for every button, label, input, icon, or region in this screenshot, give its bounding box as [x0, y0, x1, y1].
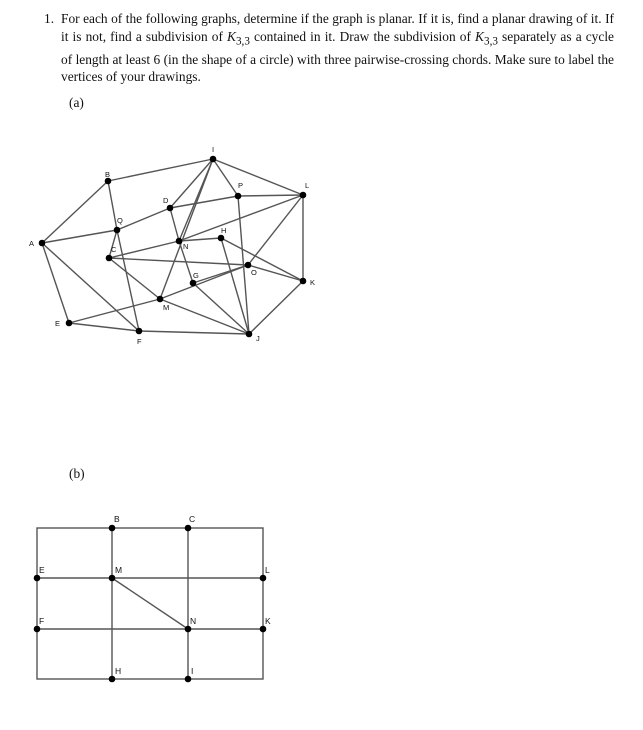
- label-a-vertex-k: K: [310, 278, 316, 287]
- label-a-vertex-a: A: [29, 239, 35, 248]
- label-b-vertex-e: E: [39, 565, 45, 575]
- label-b-vertex-b: B: [114, 514, 120, 524]
- vertex-d: [167, 205, 174, 212]
- edge-q-d: [117, 208, 170, 230]
- edge-g-j: [193, 283, 249, 334]
- vertex-b-h: [109, 676, 116, 683]
- label-a-vertex-n: N: [183, 242, 189, 251]
- label-b-vertex-n: N: [190, 616, 197, 626]
- edge-d-n: [170, 208, 179, 241]
- edge-d-p: [170, 196, 238, 208]
- edge-q-f: [117, 230, 139, 331]
- label-a-vertex-o: O: [251, 268, 257, 277]
- label-b-vertex-l: L: [265, 565, 270, 575]
- vertex-g: [190, 280, 197, 287]
- part-b-label: (b): [69, 466, 85, 481]
- vertex-a: [39, 240, 46, 247]
- vertex-b-b: [109, 525, 116, 532]
- edge-i-n: [179, 159, 213, 241]
- label-a-vertex-h: H: [221, 226, 227, 235]
- vertex-b-m: [109, 575, 116, 582]
- edge-k-j: [249, 281, 303, 334]
- vertex-e: [66, 320, 73, 327]
- graph-b-labels: [39, 514, 271, 676]
- vertex-n: [176, 238, 183, 245]
- vertex-k: [300, 278, 307, 285]
- label-a-vertex-g: G: [193, 271, 199, 280]
- label-a-vertex-p: P: [238, 181, 244, 190]
- vertex-c: [106, 255, 113, 262]
- edge-j-f: [139, 331, 249, 334]
- graph-a-vertices: [39, 156, 310, 338]
- graph-a-labels: [29, 145, 315, 346]
- label-a-vertex-j: J: [256, 334, 260, 343]
- label-b-vertex-h: H: [115, 666, 122, 676]
- problem-text: For each of the following graphs, determine if the graph is planar. If it is, find a planar drawing of it. If it is not, find a subdivision of $K_{3,3}$ contained in it. Draw the subdivision of $K_{3,3}$ separately as a cycle of length at least 6 (in the shape of a circle) with three pairwise-crossing chords. Make sure to label the vertices of your drawings.: [61, 11, 614, 85]
- label-a-vertex-l: L: [305, 181, 310, 190]
- edge-b-q: [108, 181, 117, 230]
- vertex-b-k: [260, 626, 267, 633]
- label-b-vertex-m: M: [115, 565, 123, 575]
- vertex-b-c: [185, 525, 192, 532]
- vertex-b-f: [34, 626, 41, 633]
- vertex-p: [235, 193, 242, 200]
- label-a-vertex-f: F: [137, 337, 142, 346]
- edge-c-m: [109, 258, 160, 299]
- label-b-vertex-f: F: [39, 616, 45, 626]
- vertex-h: [218, 235, 225, 242]
- problem-number: 1.: [44, 11, 55, 26]
- edge-m-j: [160, 299, 249, 334]
- vertex-b-n: [185, 626, 192, 633]
- vertex-j: [246, 331, 253, 338]
- label-a-vertex-e: E: [55, 319, 61, 328]
- label-b-vertex-c: C: [189, 514, 196, 524]
- vertex-i: [210, 156, 217, 163]
- label-b-vertex-i: I: [191, 666, 194, 676]
- label-a-vertex-d: D: [163, 196, 169, 205]
- edge-h-k: [221, 238, 303, 281]
- vertex-f: [136, 328, 143, 335]
- label-b-vertex-k: K: [265, 616, 271, 626]
- vertex-b-e: [34, 575, 41, 582]
- label-a-vertex-b: B: [105, 170, 111, 179]
- label-a-vertex-q: Q: [117, 216, 123, 225]
- part-a-label: (a): [69, 95, 84, 110]
- edge-f-e: [69, 323, 139, 331]
- vertex-l: [300, 192, 307, 199]
- label-a-vertex-m: M: [163, 303, 170, 312]
- edge-m-e: [69, 299, 160, 323]
- edge-b-m-n: [112, 578, 188, 629]
- edge-p-l: [238, 195, 303, 196]
- label-a-vertex-i: I: [212, 145, 215, 154]
- graph-a: [42, 159, 303, 334]
- graph-b: [37, 528, 263, 679]
- edge-i-l: [213, 159, 303, 195]
- vertex-b-l: [260, 575, 267, 582]
- vertex-m: [157, 296, 164, 303]
- vertex-q: [114, 227, 121, 234]
- vertex-b-i: [185, 676, 192, 683]
- label-a-vertex-c: C: [111, 245, 117, 254]
